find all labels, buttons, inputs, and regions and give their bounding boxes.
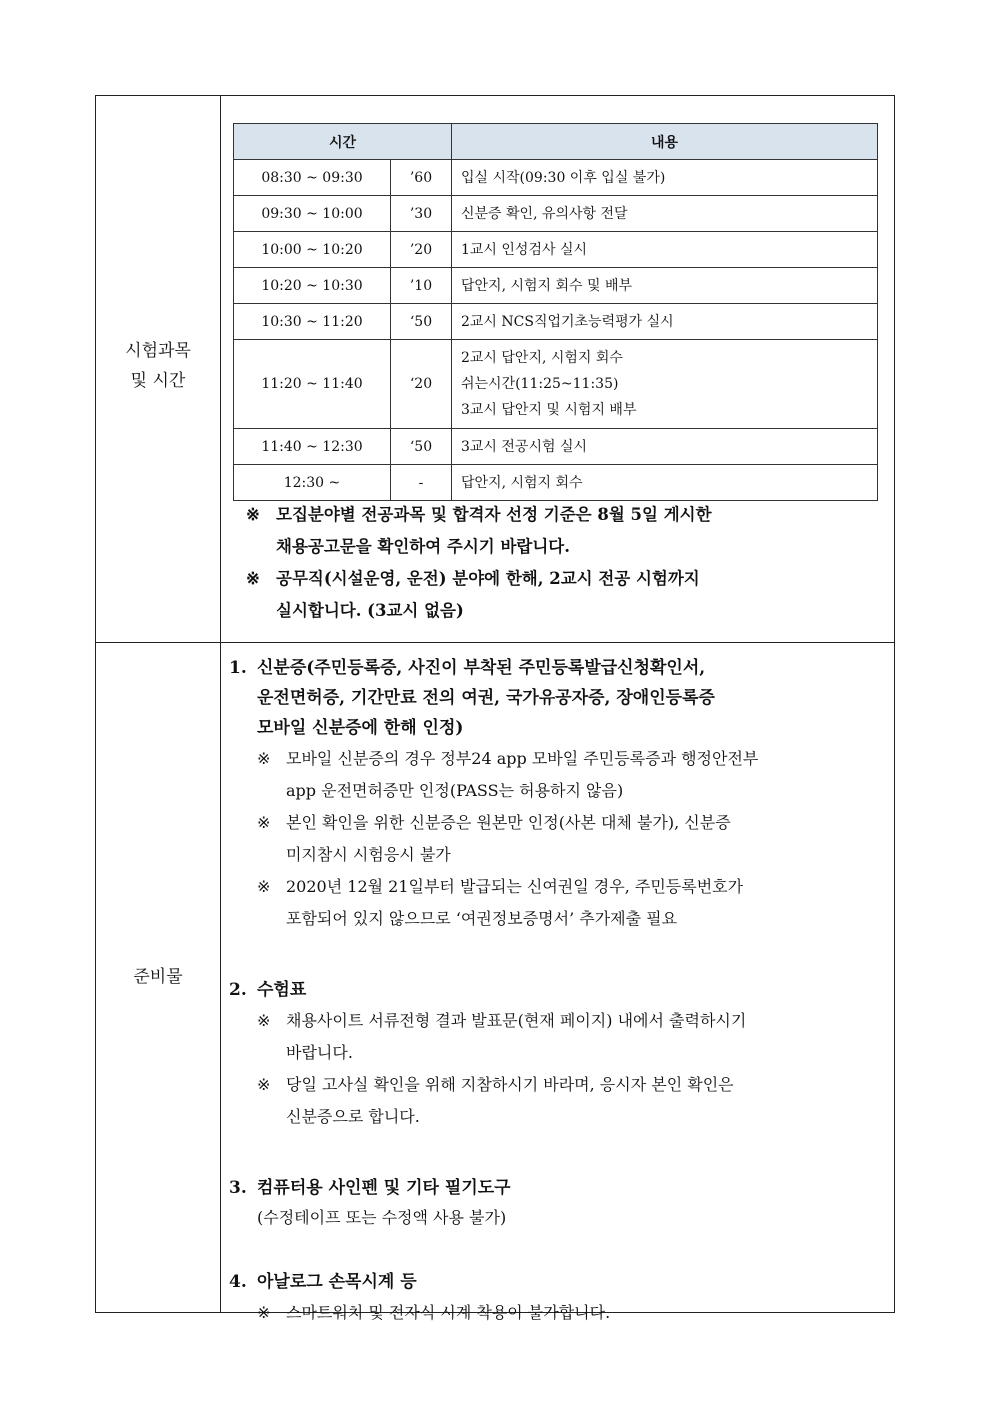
duration-cell: ’30 <box>391 196 452 232</box>
header-content: 내용 <box>452 124 878 160</box>
content-cell: 입실 시작(09:30 이후 입실 불가) <box>452 160 878 196</box>
table-row <box>234 268 878 304</box>
time-cell: 11:20 ~ 11:40 <box>234 340 391 429</box>
note-line: 공무직(시설운영, 운전) 분야에 한해, 2교시 전공 시험까지 <box>276 569 700 588</box>
list-item <box>229 975 889 1133</box>
content-cell: 신분증 확인, 유의사항 전달 <box>452 196 878 232</box>
column-divider <box>220 96 221 1312</box>
duration-cell: - <box>391 465 452 501</box>
content-cell: 2교시 NCS직업기초능력평가 실시 <box>452 304 878 340</box>
table-row <box>234 304 878 340</box>
bullet-note: ※ 스마트워치 및 전자식 시계 착용이 불가합니다. <box>257 1303 611 1322</box>
duration-cell: ’60 <box>391 160 452 196</box>
item-title: 3. 컴퓨터용 사인펜 및 기타 필기도구 <box>229 1178 511 1198</box>
duration-cell: ‘20 <box>391 340 452 429</box>
duration-cell: ’10 <box>391 268 452 304</box>
note-line: 모집분야별 전공과목 및 합격자 선정 기준은 8월 5일 게시한 <box>276 505 712 524</box>
table-row <box>234 160 878 196</box>
content-cell: 답안지, 시험지 회수 및 배부 <box>452 268 878 304</box>
preparation-list <box>229 653 889 1329</box>
time-cell: 08:30 ~ 09:30 <box>234 160 391 196</box>
content-line: 쉬는시간(11:25~11:35) <box>461 376 619 392</box>
reference-mark: ※ <box>246 505 260 524</box>
list-item <box>229 653 889 935</box>
selection-criteria-note <box>246 499 886 563</box>
time-cell: 09:30 ~ 10:00 <box>234 196 391 232</box>
schedule-header-row <box>234 124 878 160</box>
content-cell: 1교시 인성검사 실시 <box>452 232 878 268</box>
bullet-note: ※ 채용사이트 서류전형 결과 발표문(현재 페이지) 내에서 출력하시기 바랍니다. <box>257 1011 747 1062</box>
content-line: 2교시 답안지, 시험지 회수 <box>461 350 623 366</box>
time-cell: 10:00 ~ 10:20 <box>234 232 391 268</box>
time-cell: 11:40 ~ 12:30 <box>234 429 391 465</box>
table-row <box>234 196 878 232</box>
item-subtitle: (수정테이프 또는 수정액 사용 불가) <box>257 1208 507 1227</box>
note-line: 실시합니다. (3교시 없음) <box>276 601 464 620</box>
item-title: 4. 아날로그 손목시계 등 <box>229 1272 417 1292</box>
note-line: 채용공고문을 확인하여 주시기 바랍니다. <box>276 537 570 556</box>
item-title-cont: 모바일 신분증에 한해 인정) <box>257 718 464 738</box>
duration-cell: ‘50 <box>391 429 452 465</box>
bullet-note: ※ 본인 확인을 위한 신분증은 원본만 인정(사본 대체 불가), 신분증 미지참시 시험응시 불가 <box>257 813 731 864</box>
list-item <box>229 1267 889 1329</box>
public-service-note <box>246 563 886 627</box>
content-cell: 3교시 전공시험 실시 <box>452 429 878 465</box>
content-cell <box>452 340 878 429</box>
duration-cell: ’20 <box>391 232 452 268</box>
time-cell: 10:30 ~ 11:20 <box>234 304 391 340</box>
label-line: 및 시간 <box>130 371 186 391</box>
content-line: 3교시 답안지 및 시험지 배부 <box>461 402 637 418</box>
bullet-note: ※ 모바일 신분증의 경우 정부24 app 모바일 주민등록증과 행정안전부 app 운전면허증만 인정(PASS는 허용하지 않음) <box>257 749 759 800</box>
bullet-note: ※ 당일 고사실 확인을 위해 지참하시기 바라며, 응시자 본인 확인은 신분증으로 합니다. <box>257 1075 734 1126</box>
item-title: 2. 수험표 <box>229 980 307 1000</box>
bullet-note: ※ 2020년 12월 21일부터 발급되는 신여권일 경우, 주민등록번호가 포함되어 있지 않으므로 ‘여권정보증명서’ 추가제출 필요 <box>257 877 744 928</box>
content-cell: 답안지, 시험지 회수 <box>452 465 878 501</box>
exam-subject-label <box>96 336 220 396</box>
table-row <box>234 340 878 429</box>
table-row <box>234 429 878 465</box>
item-title-cont: 운전면허증, 기간만료 전의 여권, 국가유공자증, 장애인등록증 <box>257 688 715 708</box>
duration-cell: ‘50 <box>391 304 452 340</box>
item-title: 1. 신분증(주민등록증, 사진이 부착된 주민등록발급신청확인서, <box>229 658 706 678</box>
schedule-table <box>233 123 878 501</box>
exam-info-table <box>95 95 895 1322</box>
preparation-label: 준비물 <box>133 967 183 987</box>
list-item <box>229 1173 889 1233</box>
header-time: 시간 <box>234 124 452 160</box>
table-row <box>234 465 878 501</box>
label-line: 시험과목 <box>125 341 191 361</box>
row-divider <box>96 642 894 643</box>
table-row <box>234 232 878 268</box>
time-cell: 10:20 ~ 10:30 <box>234 268 391 304</box>
time-cell: 12:30 ~ <box>234 465 391 501</box>
reference-mark: ※ <box>246 569 260 588</box>
